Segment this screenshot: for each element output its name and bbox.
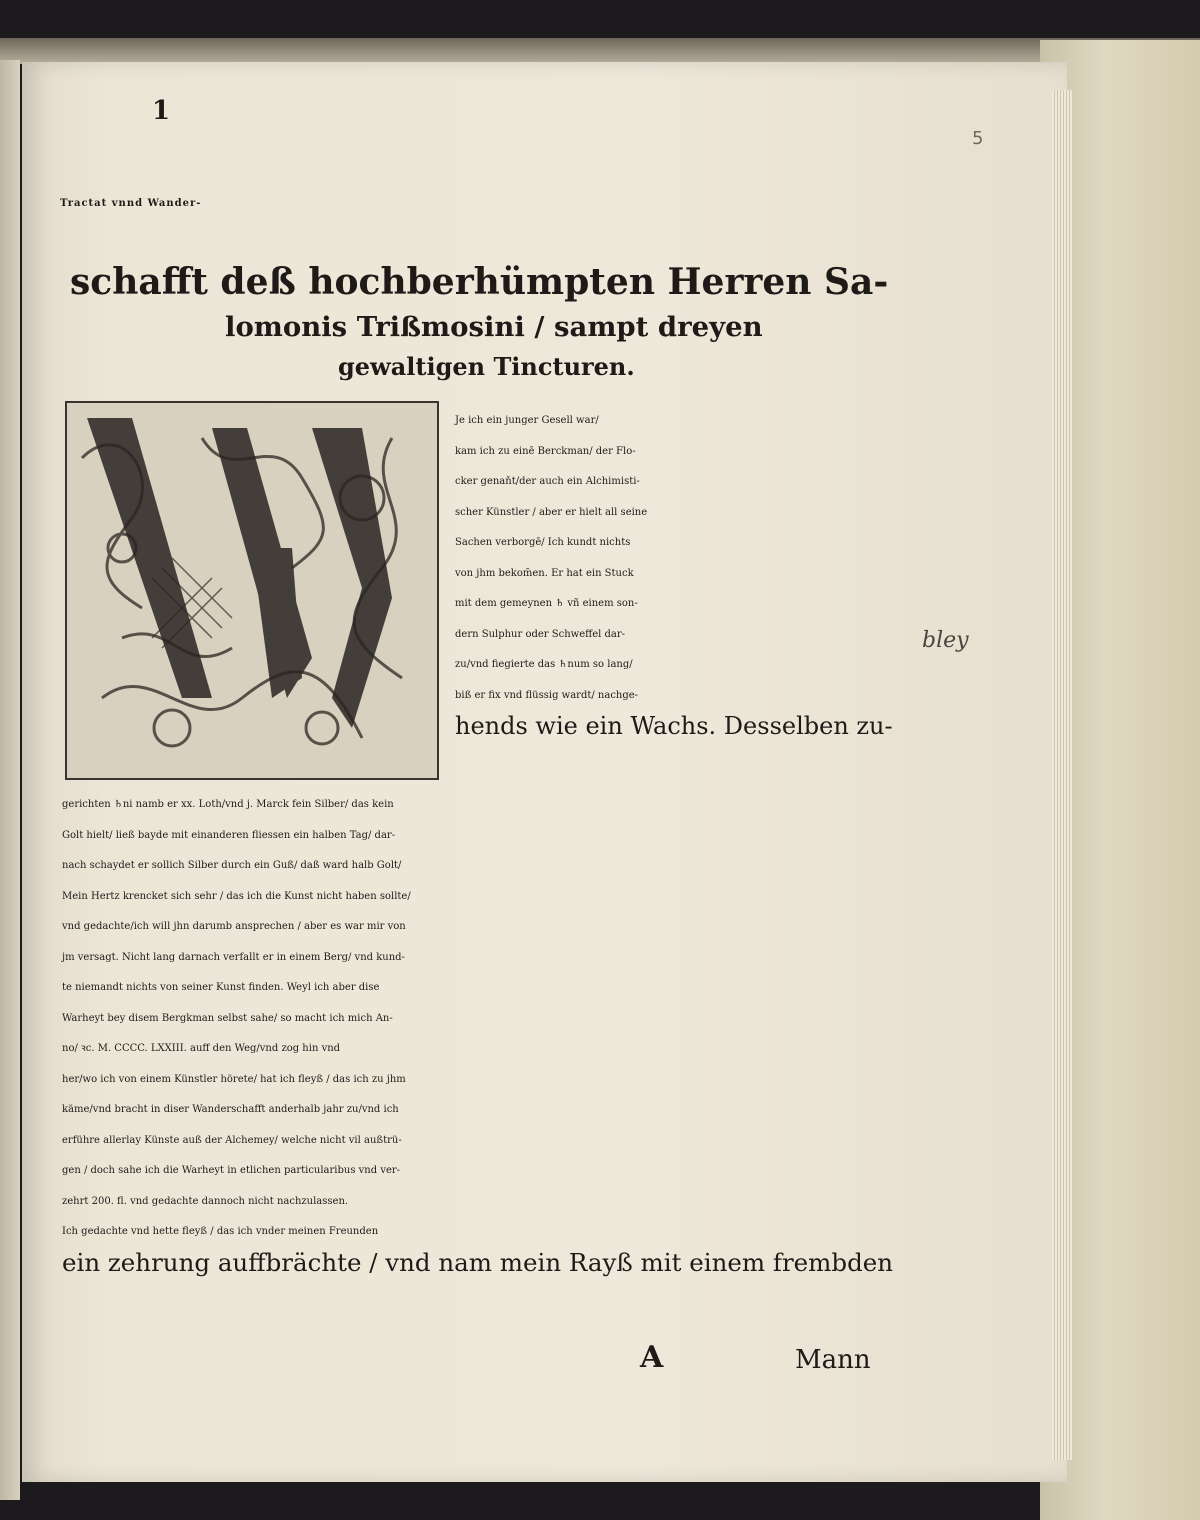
text-line: cker genaňt/der auch ein Alchimisti- — [455, 476, 640, 487]
catchword: Mann — [795, 1345, 871, 1375]
text-line: nach schaydet er sollich Silber durch ein Guß/ daß ward halb Golt/ — [62, 860, 402, 871]
title-line-4: gewaltigen Tincturen. — [338, 352, 635, 381]
decorated-initial — [62, 398, 442, 783]
title-main: Tractat vnnd Wander- — [60, 198, 202, 209]
signature-mark: A — [640, 1340, 664, 1375]
text-line: zu/vnd fiegierte das ♄num so lang/ — [455, 659, 633, 670]
text-line: scher Künstler / aber er hielt all seine — [455, 506, 648, 518]
text-line: dern Sulphur oder Schweffel dar- — [455, 628, 626, 640]
left-page-edge — [0, 60, 20, 1500]
text-beside-initial — [455, 406, 893, 742]
text-line: Je ich ein junger Gesell war/ — [455, 415, 599, 426]
text-line: käme/vnd bracht in diser Wanderschafft anderhalb jahr zu/vnd ich — [62, 1104, 399, 1115]
text-line: Ich gedachte vnd hette fleyß / das ich vnder meinen Freunden — [62, 1226, 379, 1237]
text-line: mit dem gemeynen ♄ vñ einem son- — [455, 598, 638, 609]
page-stack-edge — [1052, 90, 1072, 1460]
handwritten-margin-note: bley — [922, 628, 969, 653]
text-line: ein zehrung auffbrächte / vnd nam mein Rayß mit einem frembden — [62, 1247, 894, 1277]
text-line: von jhm bekom̄en. Er hat ein Stuck — [455, 567, 634, 579]
book-top-edge — [0, 38, 1200, 64]
title-line-2: schafft deß hochberhümpten Herren Sa- — [70, 261, 889, 303]
text-line: gerichten ♄ni namb er xx. Loth/vnd j. Marck fein Silber/ das kein — [62, 799, 394, 810]
text-line: zehrt 200. fl. vnd gedachte dannoch nicht nachzulassen. — [62, 1195, 349, 1207]
text-line: gen / doch sahe ich die Warheyt in etlichen particularibus vnd ver- — [62, 1165, 401, 1176]
text-line: erführe allerlay Künste auß der Alchemey/ welche nicht vil außtrü- — [62, 1134, 402, 1146]
text-line: Golt hielt/ ließ bayde mit einanderen fliessen ein halben Tag/ dar- — [62, 829, 396, 841]
corner-pencil-mark: 5 — [972, 128, 984, 149]
text-line: no/ ꝛc. M. CCCC. LXXIII. auff den Weg/vnd zog hin vnd — [62, 1043, 341, 1054]
text-line: hends wie ein Wachs. Desselben zu- — [455, 712, 893, 740]
text-line: Mein Hertz krencket sich sehr / das ich die Kunst nicht haben sollte/ — [62, 890, 411, 902]
text-line: her/wo ich von einem Künstler hörete/ hat ich fleyß / das ich zu jhm — [62, 1073, 406, 1085]
text-line: Warheyt bey disem Bergkman selbst sahe/ so macht ich mich An- — [62, 1012, 393, 1024]
text-full-width — [62, 790, 893, 1278]
text-line: vnd gedachte/ich will jhn darumb ansprechen / aber es war mir von — [62, 921, 406, 932]
text-line: jm versagt. Nicht lang darnach verfallt er in einem Berg/ vnd kund- — [62, 951, 405, 963]
page-number: 1 — [152, 96, 171, 126]
text-line: kam ich zu einē Berckman/ der Flo- — [455, 445, 636, 457]
title-line-3: lomonis Trißmosini / sampt dreyen — [225, 311, 763, 343]
text-line: biß er fix vnd flüssig wardt/ nachge- — [455, 689, 639, 701]
text-line: te niemandt nichts von seiner Kunst finden. Weyl ich aber dise — [62, 982, 380, 993]
text-line: Sachen verborgē/ Ich kundt nichts — [455, 537, 631, 548]
